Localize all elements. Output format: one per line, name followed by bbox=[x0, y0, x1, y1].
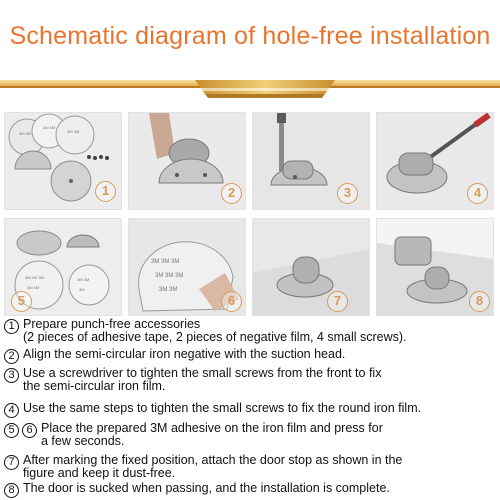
svg-text:3M 3M: 3M 3M bbox=[27, 285, 40, 290]
svg-text:3M 3M: 3M 3M bbox=[43, 125, 56, 130]
photo-panel-7 bbox=[252, 218, 370, 316]
panel-number-badge: 5 bbox=[11, 291, 32, 312]
step-number: 1 bbox=[4, 319, 19, 334]
step-text bbox=[23, 318, 407, 344]
gold-shelf-graphic bbox=[0, 70, 500, 110]
step-line-1: Use the same steps to tighten the small screws to fix the round iron film. bbox=[23, 401, 422, 415]
step-line-2: (2 pieces of adhesive tape, 2 pieces of negative film, 4 small screws). bbox=[23, 330, 407, 344]
photo-panel-1 bbox=[4, 112, 122, 210]
step-line-1: After marking the fixed position, attach the door stop as shown in the bbox=[23, 453, 403, 467]
step-1 bbox=[4, 318, 498, 344]
photo-panel-5 bbox=[4, 218, 122, 316]
step-line-1: The door is sucked when passing, and the installation is complete. bbox=[23, 481, 390, 495]
step-line-1: Align the semi-circular iron negative with the suction head. bbox=[23, 347, 346, 361]
step-text bbox=[23, 454, 402, 480]
step-text bbox=[23, 367, 381, 393]
step-number: 7 bbox=[4, 455, 19, 470]
svg-text:3M 3M: 3M 3M bbox=[77, 277, 90, 282]
installation-steps bbox=[4, 318, 498, 500]
step-text bbox=[23, 348, 345, 361]
step-line-2: a few seconds. bbox=[41, 434, 125, 448]
step-3 bbox=[4, 367, 498, 393]
step-line-2: figure and keep it dust-free. bbox=[23, 466, 176, 480]
panel-number-badge: 1 bbox=[95, 181, 116, 202]
diagram-title: Schematic diagram of hole-free installation bbox=[9, 22, 491, 50]
svg-text:3M: 3M bbox=[79, 287, 85, 292]
panel-number-badge: 4 bbox=[467, 183, 488, 204]
svg-text:3M 3M: 3M 3M bbox=[67, 129, 80, 134]
step-number: 6 bbox=[22, 423, 37, 438]
step-line-1: Place the prepared 3M adhesive on the iron film and press for bbox=[41, 421, 383, 435]
panel-number-badge: 6 bbox=[221, 291, 242, 312]
step-5-6 bbox=[4, 422, 498, 448]
step-number: 8 bbox=[4, 483, 19, 498]
svg-text:3M 3M 3M: 3M 3M 3M bbox=[25, 275, 44, 280]
svg-text:3M 3M 3M: 3M 3M 3M bbox=[151, 259, 180, 265]
panel-number-badge: 3 bbox=[337, 183, 358, 204]
photo-panel-4 bbox=[376, 112, 494, 210]
photo-panel-2 bbox=[128, 112, 246, 210]
step-2 bbox=[4, 348, 498, 364]
photo-panel-3 bbox=[252, 112, 370, 210]
attach-door-stop-illustration bbox=[253, 219, 370, 316]
step-text bbox=[41, 422, 383, 448]
header bbox=[0, 0, 500, 110]
step-text bbox=[23, 402, 421, 415]
step-number: 2 bbox=[4, 349, 19, 364]
panel-number-badge: 2 bbox=[221, 183, 242, 204]
svg-text:3M 3M: 3M 3M bbox=[159, 287, 178, 293]
step-4 bbox=[4, 402, 498, 418]
step-number: 3 bbox=[4, 368, 19, 383]
panel-number-badge: 7 bbox=[327, 291, 348, 312]
panel-number-badge: 8 bbox=[469, 291, 490, 312]
step-text bbox=[23, 482, 390, 495]
svg-text:3M 3M 3M: 3M 3M 3M bbox=[155, 273, 184, 279]
installation-photo-grid bbox=[4, 112, 496, 318]
step-number: 4 bbox=[4, 403, 19, 418]
step-line-1: Prepare punch-free accessories bbox=[23, 317, 201, 331]
photo-panel-8 bbox=[376, 218, 494, 316]
step-line-1: Use a screwdriver to tighten the small screws from the front to fix bbox=[23, 366, 382, 380]
step-line-2: the semi-circular iron film. bbox=[23, 379, 166, 393]
step-number: 5 bbox=[4, 423, 19, 438]
photo-panel-6 bbox=[128, 218, 246, 316]
step-8 bbox=[4, 482, 498, 498]
svg-text:3M 3M: 3M 3M bbox=[19, 131, 32, 136]
step-7 bbox=[4, 454, 498, 480]
